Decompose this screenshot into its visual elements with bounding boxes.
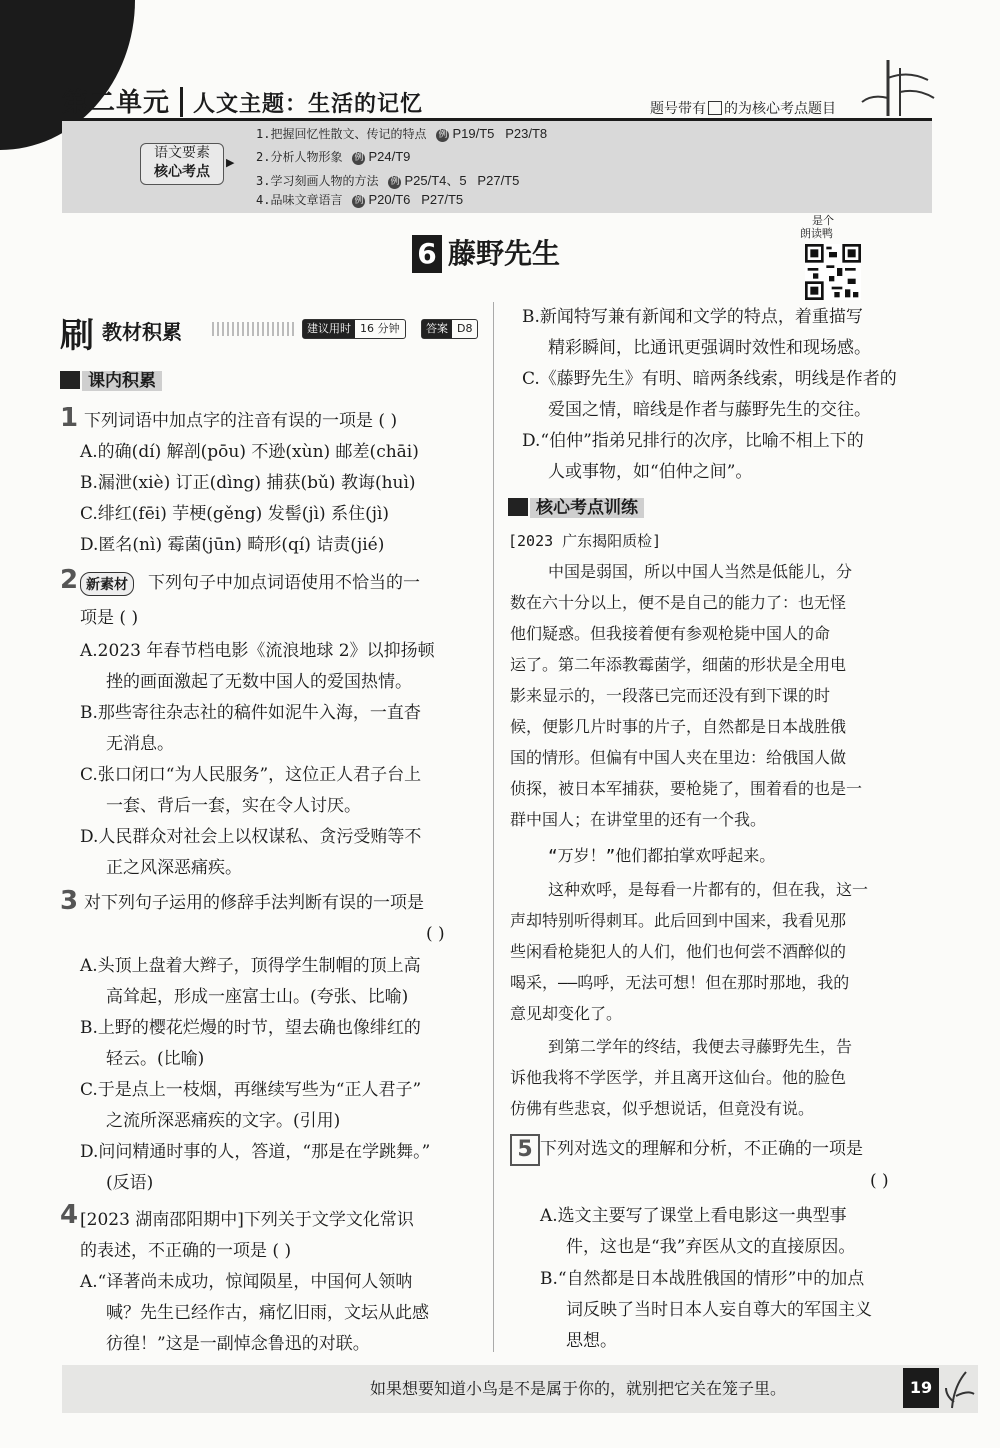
requirement-item: 3.学习刻画人物的方法 例 P25/T4、5 P27/T5	[256, 173, 520, 188]
lesson-name: 藤野先生	[448, 237, 561, 270]
option-line: D.问问精通时事的人，答道，“那是在学跳舞。”	[80, 1142, 431, 1162]
option-line: 人或事物，如“伯仲之间”。	[548, 462, 753, 482]
passage-line: 运了。第二年添教霉菌学，细菌的形状是全用电	[510, 655, 847, 674]
option-line: A.2023 年春节档电影《流浪地球 2》以抑扬顿	[80, 641, 435, 661]
passage-line: 他们疑惑。但我接着便有参观枪毙中国人的命	[510, 624, 831, 643]
question-number: 2	[60, 565, 79, 595]
answer-blank: ( )	[426, 924, 445, 944]
brush-icon: 刷	[60, 316, 94, 356]
section-title: 教材积累	[102, 320, 182, 344]
passage-line: 到第二学年的终结，我便去寻藤野先生，告	[548, 1037, 853, 1056]
option-line: 轻云。(比喻)	[106, 1049, 205, 1069]
option-line: B.漏泄(xiè) 订正(dìng) 捕获(bǔ) 教诲(huì)	[80, 473, 416, 493]
passage-line: 数在六十分以上，便不是自己的能力了：也无怪	[510, 593, 847, 612]
option-line: C.于是点上一枝烟，再继续写些为“正人君子”	[80, 1080, 422, 1100]
example-icon: 例	[354, 196, 364, 206]
question-stem: 项是 ( )	[80, 608, 139, 628]
question-stem: 下列对选文的理解和分析，不正确的一项是	[540, 1139, 863, 1159]
qr-caption: 是个 朗读鸭	[800, 214, 834, 240]
passage-line: “万岁！”他们都拍掌欢呼起来。	[548, 846, 776, 865]
option-line: B.上野的樱花烂熳的时节，望去确也像绯红的	[80, 1018, 421, 1038]
option-line: A.的确(dí) 解剖(pōu) 不逊(xùn) 邮差(chāi)	[80, 442, 419, 462]
option-line: B.那些寄往杂志社的稿件如泥牛入海，一直杳	[80, 703, 421, 723]
passage-line: 中国是弱国，所以中国人当然是低能儿，分	[548, 562, 853, 581]
passage-line: 些闲看枪毙犯人的人们，他们也何尝不酒醉似的	[510, 942, 847, 961]
passage-line: 群中国人；在讲堂里的还有一个我。	[510, 810, 767, 829]
question-stem: 的表述，不正确的一项是 ( )	[80, 1241, 292, 1261]
question-stem: 下列词语中加点字的注音有误的一项是 ( )	[84, 411, 398, 431]
example-icon: 例	[390, 177, 400, 187]
unit-title	[62, 82, 423, 119]
question-stem: [2023 湖南邵阳期中]下列关于文学文化常识	[80, 1210, 414, 1230]
option-line: 高耸起，形成一座富士山。(夸张、比喻)	[106, 987, 409, 1007]
qr-code-icon[interactable]	[805, 244, 861, 300]
question-number: 4	[60, 1200, 79, 1230]
play-arrow-icon: ▶	[226, 156, 235, 169]
option-line: 彷徨！”这是一副悼念鲁迅的对联。	[106, 1334, 370, 1354]
option-line: B.新闻特写兼有新闻和文学的特点，着重描写	[522, 307, 863, 327]
option-line: D.“伯仲”指弟兄排行的次序，比喻不相上下的	[522, 431, 864, 451]
option-line: D.匿名(nì) 霉菌(jūn) 畸形(qí) 诘责(jié)	[80, 535, 385, 555]
question-stem: 下列句子中加点词语使用不恰当的一	[148, 573, 420, 593]
subsection-core-training: 核心考点训练	[508, 497, 644, 519]
option-line: C.张口闭口“为人民服务”，这位正人君子台上	[80, 765, 422, 785]
passage-line: 意见却变化了。	[510, 1004, 623, 1023]
hint-text-after: 的为核心考点题目	[724, 101, 836, 117]
footer-quote: 如果想要知道小鸟是不是属于你的，就别把它关在笼子里。	[370, 1379, 787, 1398]
option-line: 之流所深恶痛疾的文字。(引用)	[106, 1111, 341, 1131]
question-number: 1	[60, 403, 79, 433]
option-line: A.“译著尚未成功，惊闻陨星，中国何人领呐	[80, 1272, 413, 1292]
bamboo-icon	[858, 58, 938, 120]
requirement-item: 1.把握回忆性散文、传记的特点 例 P19/T5 P23/T8	[256, 126, 548, 141]
passage-line: 喝采，——呜呼，无法可想！但在那时那地，我的	[510, 973, 850, 992]
example-icon: 例	[438, 130, 448, 140]
title-divider	[180, 87, 183, 117]
option-line: 无消息。	[106, 734, 174, 754]
answer-blank: ( )	[870, 1171, 889, 1191]
requirement-item: 4.品味文章语言 例 P20/T6 P27/T5	[256, 192, 464, 207]
option-line: 词反映了当时日本人妄自尊大的军国主义	[566, 1300, 872, 1320]
column-divider	[493, 302, 494, 1352]
section-marker-icon	[60, 371, 80, 389]
passage-line: 诉他我将不学医学，并且离开这仙台。他的脸色	[510, 1068, 847, 1087]
option-line: B.“自然都是日本战胜俄国的情形”中的加点	[540, 1269, 865, 1289]
passage-line: 国的情形。但偏有中国人夹在里边：给俄国人做	[510, 748, 847, 767]
option-line: (反语)	[106, 1173, 154, 1193]
dotted-rule	[212, 322, 294, 336]
req-label-line1: 语文要素	[154, 145, 210, 161]
passage-line: 候，便影几片时事的片子，自然都是日本战胜俄	[510, 717, 847, 736]
option-line: A.选文主要写了课堂上看电影这一典型事	[540, 1206, 847, 1226]
requirement-item: 2.分析人物形象 例 P24/T9	[256, 149, 411, 164]
option-line: 一套、背后一套，实在令人讨厌。	[106, 796, 361, 816]
option-line: 爱国之情，暗线是作者与藤野先生的交往。	[548, 400, 871, 420]
option-line: A.头顶上盘着大辫子，顶得学生制帽的顶上高	[80, 956, 421, 976]
answer-tag: 答案 D8	[421, 319, 478, 339]
lesson-title	[412, 232, 560, 273]
time-tag: 建议用时 16 分钟	[302, 319, 406, 339]
passage-line: 声却特别听得刺耳。此后回到中国来，我看见那	[510, 911, 847, 930]
lesson-number: 6	[412, 235, 442, 273]
option-line: 件，这也是“我”弃医从文的直接原因。	[566, 1237, 856, 1257]
core-question-number: 5	[510, 1134, 540, 1166]
core-question-hint	[650, 98, 836, 118]
requirements-label	[140, 143, 224, 185]
option-line: 思想。	[566, 1331, 617, 1351]
req-label-line2: 核心考点	[154, 164, 210, 180]
theme-label: 人文主题：生活的记忆	[193, 92, 424, 117]
passage-source: [2023 广东揭阳质检]	[508, 532, 662, 550]
question-number: 3	[60, 886, 79, 916]
new-material-badge: 新素材	[80, 572, 134, 596]
option-line: C.《藤野先生》有明、暗两条线索，明线是作者的	[522, 369, 897, 389]
page-number: 19	[903, 1368, 939, 1408]
question-stem: 对下列句子运用的修辞手法判断有误的一项是	[84, 893, 424, 913]
hint-text-before: 题号带有	[650, 101, 706, 117]
passage-line: 这种欢呼，是每看一片都有的，但在我，这一	[548, 880, 869, 899]
plant-icon	[944, 1366, 978, 1410]
passage-line: 影来显示的，一段落已完而还没有到下课的时	[510, 686, 831, 705]
option-line: 正之风深恶痛疾。	[106, 858, 242, 878]
option-line: C.绯红(fēi) 芋梗(gěng) 发髻(jì) 系住(jì)	[80, 504, 390, 524]
option-line: 精彩瞬间，比通讯更强调时效性和现场感。	[548, 338, 871, 358]
unit-label: 第二单元	[62, 88, 171, 118]
option-line: 喊？先生已经作古，痛忆旧雨，文坛从此感	[106, 1303, 429, 1323]
core-box-icon	[708, 101, 722, 115]
option-line: 挫的画面激起了无数中国人的爱国热情。	[106, 672, 412, 692]
passage-line: 仿佛有些悲哀，似乎想说话，但竟没有说。	[510, 1099, 815, 1118]
passage-line: 侦探，被日本军捕获，要枪毙了，围着看的也是一	[510, 779, 863, 798]
option-line: D.人民群众对社会上以权谋私、贪污受贿等不	[80, 827, 422, 847]
subsection-in-class: 课内积累	[60, 370, 162, 392]
example-icon: 例	[354, 153, 364, 163]
section-marker-icon	[508, 498, 528, 516]
